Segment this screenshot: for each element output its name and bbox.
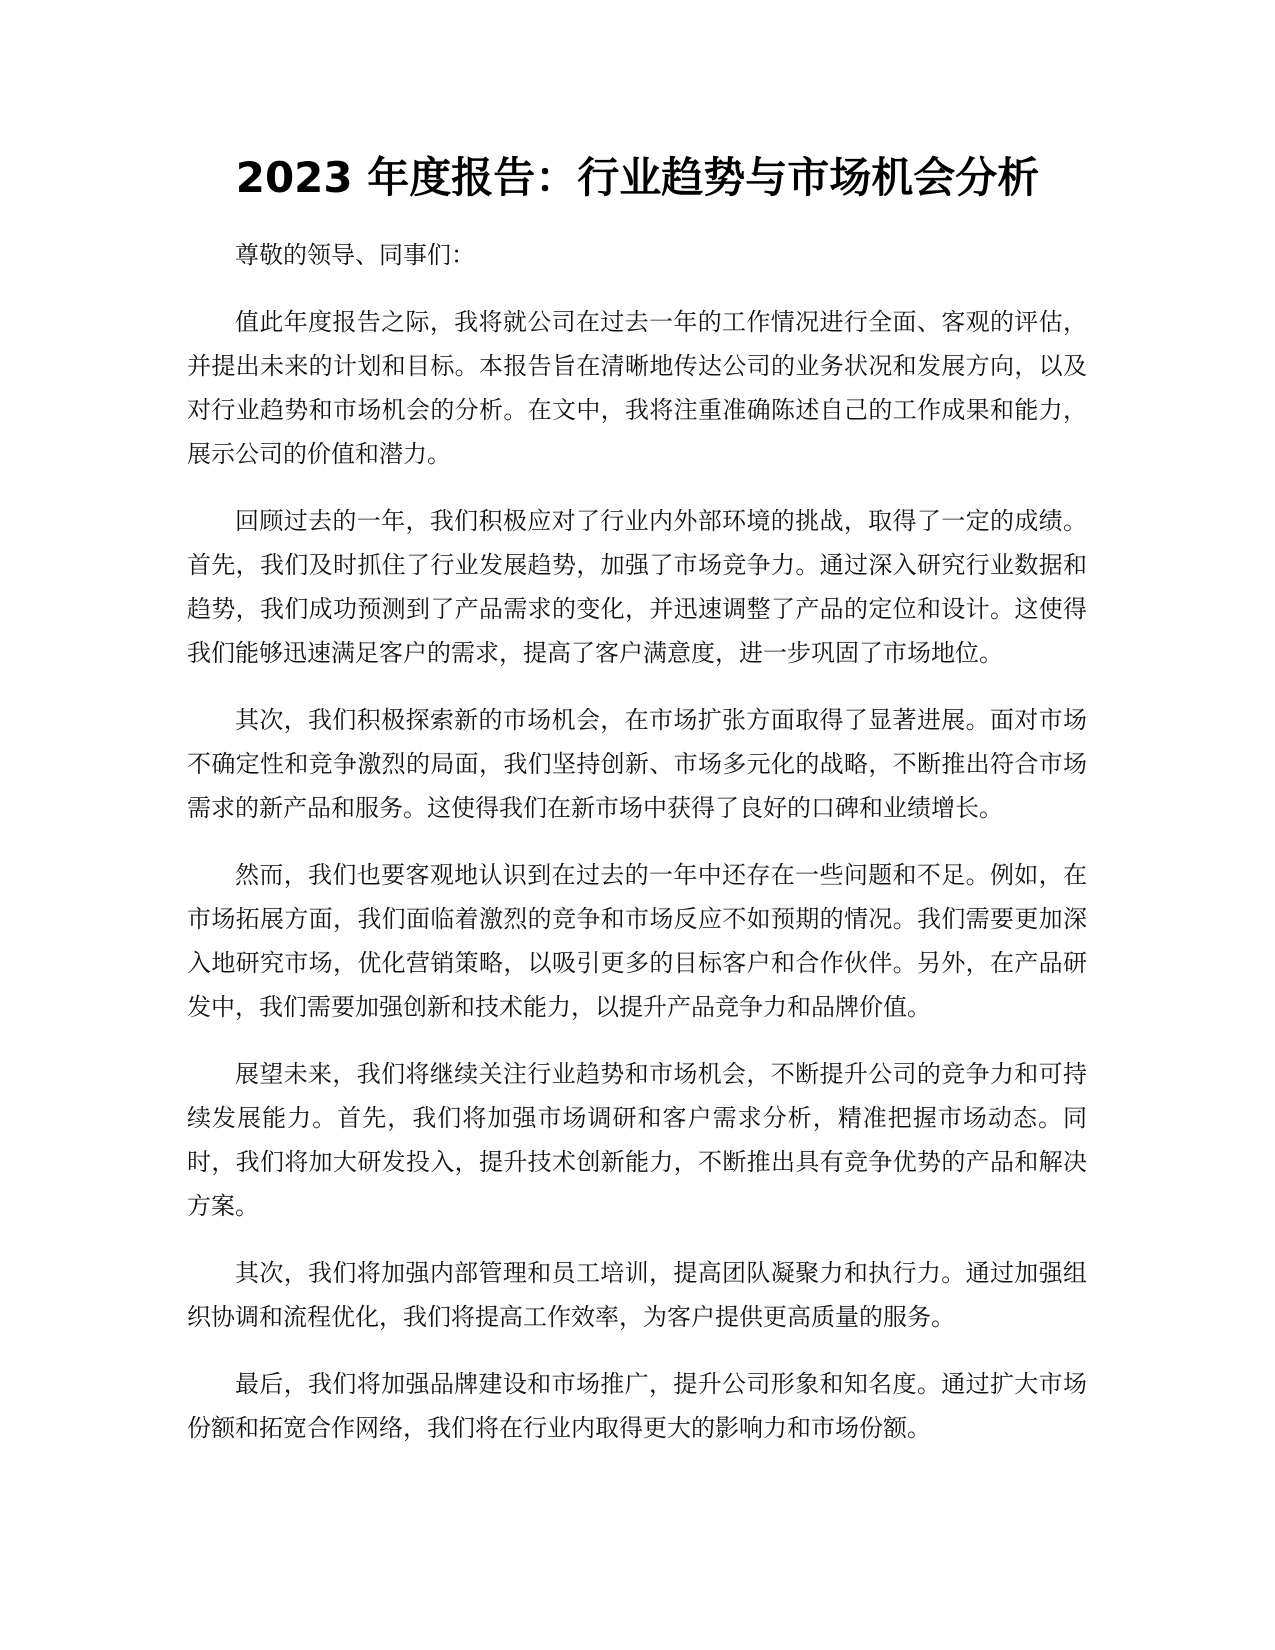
paragraph-outlook: 展望未来，我们将继续关注行业趋势和市场机会，不断提升公司的竞争力和可持续发展能力。首先，我们将加强市场调研和客户需求分析，精准把握市场动态。同时，我们将加大研发投入，提升技术创新能力，不断推出具有竞争优势的产品和解决方案。	[187, 1060, 1087, 1220]
paragraph-internal-management: 其次，我们将加强内部管理和员工培训，提高团队凝聚力和执行力。通过加强组织协调和流程优化，我们将提高工作效率，为客户提供更高质量的服务。	[187, 1259, 1087, 1331]
paragraph-salutation: 尊敬的领导、同事们：	[235, 241, 475, 269]
document-title: 2023 年度报告：行业趋势与市场机会分析	[235, 153, 1040, 202]
paragraph-review: 回顾过去的一年，我们积极应对了行业内外部环境的挑战，取得了一定的成绩。首先，我们及时抓住了行业发展趋势，加强了市场竞争力。通过深入研究行业数据和趋势，我们成功预测到了产品需求的变化，并迅速调整了产品的定位和设计。这使得我们能够迅速满足客户的需求，提高了客户满意度，进一步巩固了市场地位。	[187, 507, 1087, 667]
paragraph-introduction: 值此年度报告之际，我将就公司在过去一年的工作情况进行全面、客观的评估，并提出未来的计划和目标。本报告旨在清晰地传达公司的业务状况和发展方向，以及对行业趋势和市场机会的分析。在文中，我将注重准确陈述自己的工作成果和能力，展示公司的价值和潜力。	[187, 308, 1087, 468]
paragraph-problems: 然而，我们也要客观地认识到在过去的一年中还存在一些问题和不足。例如，在市场拓展方面，我们面临着激烈的竞争和市场反应不如预期的情况。我们需要更加深入地研究市场，优化营销策略，以吸引更多的目标客户和合作伙伴。另外，在产品研发中，我们需要加强创新和技术能力，以提升产品竞争力和品牌价值。	[187, 861, 1087, 1021]
paragraph-brand-building: 最后，我们将加强品牌建设和市场推广，提升公司形象和知名度。通过扩大市场份额和拓宽合作网络，我们将在行业内取得更大的影响力和市场份额。	[187, 1370, 1087, 1442]
document-body	[187, 233, 1087, 1473]
paragraph-market-expansion: 其次，我们积极探索新的市场机会，在市场扩张方面取得了显著进展。面对市场不确定性和竞争激烈的局面，我们坚持创新、市场多元化的战略，不断推出符合市场需求的新产品和服务。这使得我们在新市场中获得了良好的口碑和业绩增长。	[187, 706, 1087, 822]
